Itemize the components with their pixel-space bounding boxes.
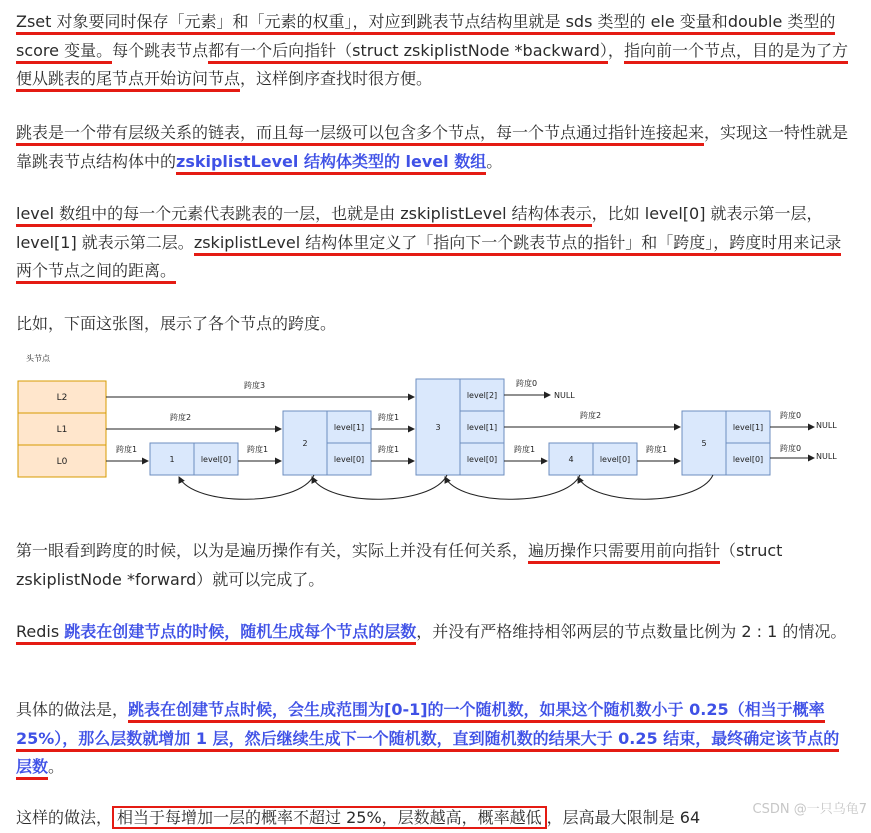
node-id: 3 [435, 423, 441, 432]
node-level: level[1] [466, 423, 498, 432]
null-label: NULL [816, 421, 837, 430]
span-label: 跨度2 [170, 413, 192, 422]
node-id: 1 [169, 455, 175, 464]
text-span: 具体的做法是， [16, 700, 129, 719]
paragraph-skiplist-levels [16, 119, 854, 176]
text-span: 第一眼看到跨度的时候，以为是遍历操作有关，实际上并没有任何关系， [16, 541, 529, 560]
span-label: 跨度1 [646, 445, 668, 454]
text-span: level 数组中的每一个元素代表跳表的一层，也就是由 zskiplistLevel 结构体表示 [16, 204, 592, 227]
text-span: 跳表是一个带有层级关系的链表，而且每一层级可以包含多个节点，每一个节点通过指针连接起来 [16, 123, 704, 146]
head-level-label: L2 [56, 393, 68, 403]
text-span: 每个跳表节点 [112, 40, 209, 60]
text-span: 比如，下面这张图，展示了各个节点的跨度。 [16, 314, 337, 333]
node-level: level[2] [466, 391, 498, 400]
null-label: NULL [554, 391, 575, 400]
paragraph-span-traversal [16, 537, 854, 594]
null-label: NULL [816, 452, 837, 461]
span-label: 跨度2 [580, 411, 602, 420]
text-span: 。 [48, 757, 65, 776]
skiplist-node-5 [682, 411, 770, 475]
skiplist-diagram [14, 345, 854, 513]
node-level: level[0] [333, 455, 365, 464]
boxed-text: 相当于每增加一层的概率不超过 25%，层数越高，概率越低 [112, 806, 547, 829]
highlight-text: 跳表在创建节点的时候，随机生成每个节点的层数 [64, 622, 416, 645]
span-label: 跨度1 [378, 445, 400, 454]
text-span: ，层高最大限制是 64 [546, 808, 701, 827]
paragraph-zset-structure [16, 8, 854, 94]
text-span: ，比如 level[0] 就表示第一层，level[1] 就表示第二层。 [16, 204, 823, 252]
text-span: ， [607, 40, 624, 60]
span-label: 跨度1 [116, 445, 138, 454]
backward-pointer-arrows [179, 475, 713, 499]
skiplist-node-3 [416, 379, 504, 475]
text-span: Zset 对象要同时保存「元素」和「元素的权重」，对应到跳表节点结构里就是 sds 类型的 ele 变量和 [16, 12, 728, 35]
text-span: （struct zskiplistNode *forward）就可以完成了。 [16, 541, 783, 589]
header-node [18, 381, 106, 477]
skiplist-node-4 [549, 443, 637, 475]
node-level: level[1] [333, 423, 365, 432]
node-level: level[0] [599, 455, 631, 464]
span-label: 跨度1 [514, 445, 536, 454]
node-id: 4 [568, 455, 574, 464]
text-span: ，实现这一特性就是靠跳表节点结构体中的 [16, 123, 849, 171]
head-level-label: L1 [56, 425, 68, 435]
span-label: 跨度1 [378, 413, 400, 422]
text-span: 都有一个后向指针（struct zskiplistNode *backward） [208, 41, 608, 64]
paragraph-intro-diagram [16, 310, 854, 339]
span-label: 跨度1 [247, 445, 269, 454]
header-node-label: 头节点 [26, 354, 50, 363]
paragraph-level-array [16, 200, 854, 286]
node-id: 2 [302, 439, 308, 448]
text-span: 。 [486, 151, 503, 171]
highlight-text: 跳表在创建节点时候，会生成范围为[0-1]的一个随机数，如果这个随机数小于 0.25（相当于概率 25%），那么层数就增加 1 层，然后继续生成下一个随机数，直到随机数的结果大于 0.25 结束，最终确定该节点的层数 [16, 700, 839, 780]
node-id: 5 [701, 439, 707, 448]
skiplist-node-2 [283, 411, 371, 475]
skiplist-node-1 [150, 443, 238, 475]
head-level-label: L0 [56, 457, 68, 467]
highlight-text: zskiplistLevel 结构体类型的 level 数组 [176, 152, 486, 175]
span-label: 跨度0 [516, 379, 538, 388]
node-level: level[1] [732, 423, 764, 432]
text-span: double 类型的 score 变量。 [16, 12, 835, 64]
paragraph-random-levels [16, 618, 854, 647]
paragraph-random-method [16, 696, 854, 782]
csdn-watermark: CSDN @一只乌龟7 [752, 802, 867, 817]
node-level: level[0] [200, 455, 232, 464]
text-span: 这样的做法， [16, 808, 113, 827]
span-label: 跨度0 [780, 444, 802, 453]
text-span: zskiplistLevel 结构体里定义了「指向下一个跳表节点的指针」和「跨度」，跨度时用来记录两个节点之间的距离。 [16, 233, 841, 285]
node-level: level[0] [732, 455, 764, 464]
text-span: 遍历操作只需要用前向指针 [528, 541, 720, 564]
node-level: level[0] [466, 455, 498, 464]
paragraph-probability [16, 804, 854, 833]
span-label: 跨度3 [244, 381, 266, 390]
text-span: ，这样倒序查找时很方便。 [240, 69, 433, 88]
text-span: Redis [16, 622, 64, 645]
span-label: 跨度0 [780, 411, 802, 420]
text-span: 指向前一个节点，目的是为了方便从跳表的尾节点开始访问节点 [16, 41, 848, 93]
text-span: ，并没有严格维持相邻两层的节点数量比例为 2 : 1 的情况。 [416, 622, 847, 641]
